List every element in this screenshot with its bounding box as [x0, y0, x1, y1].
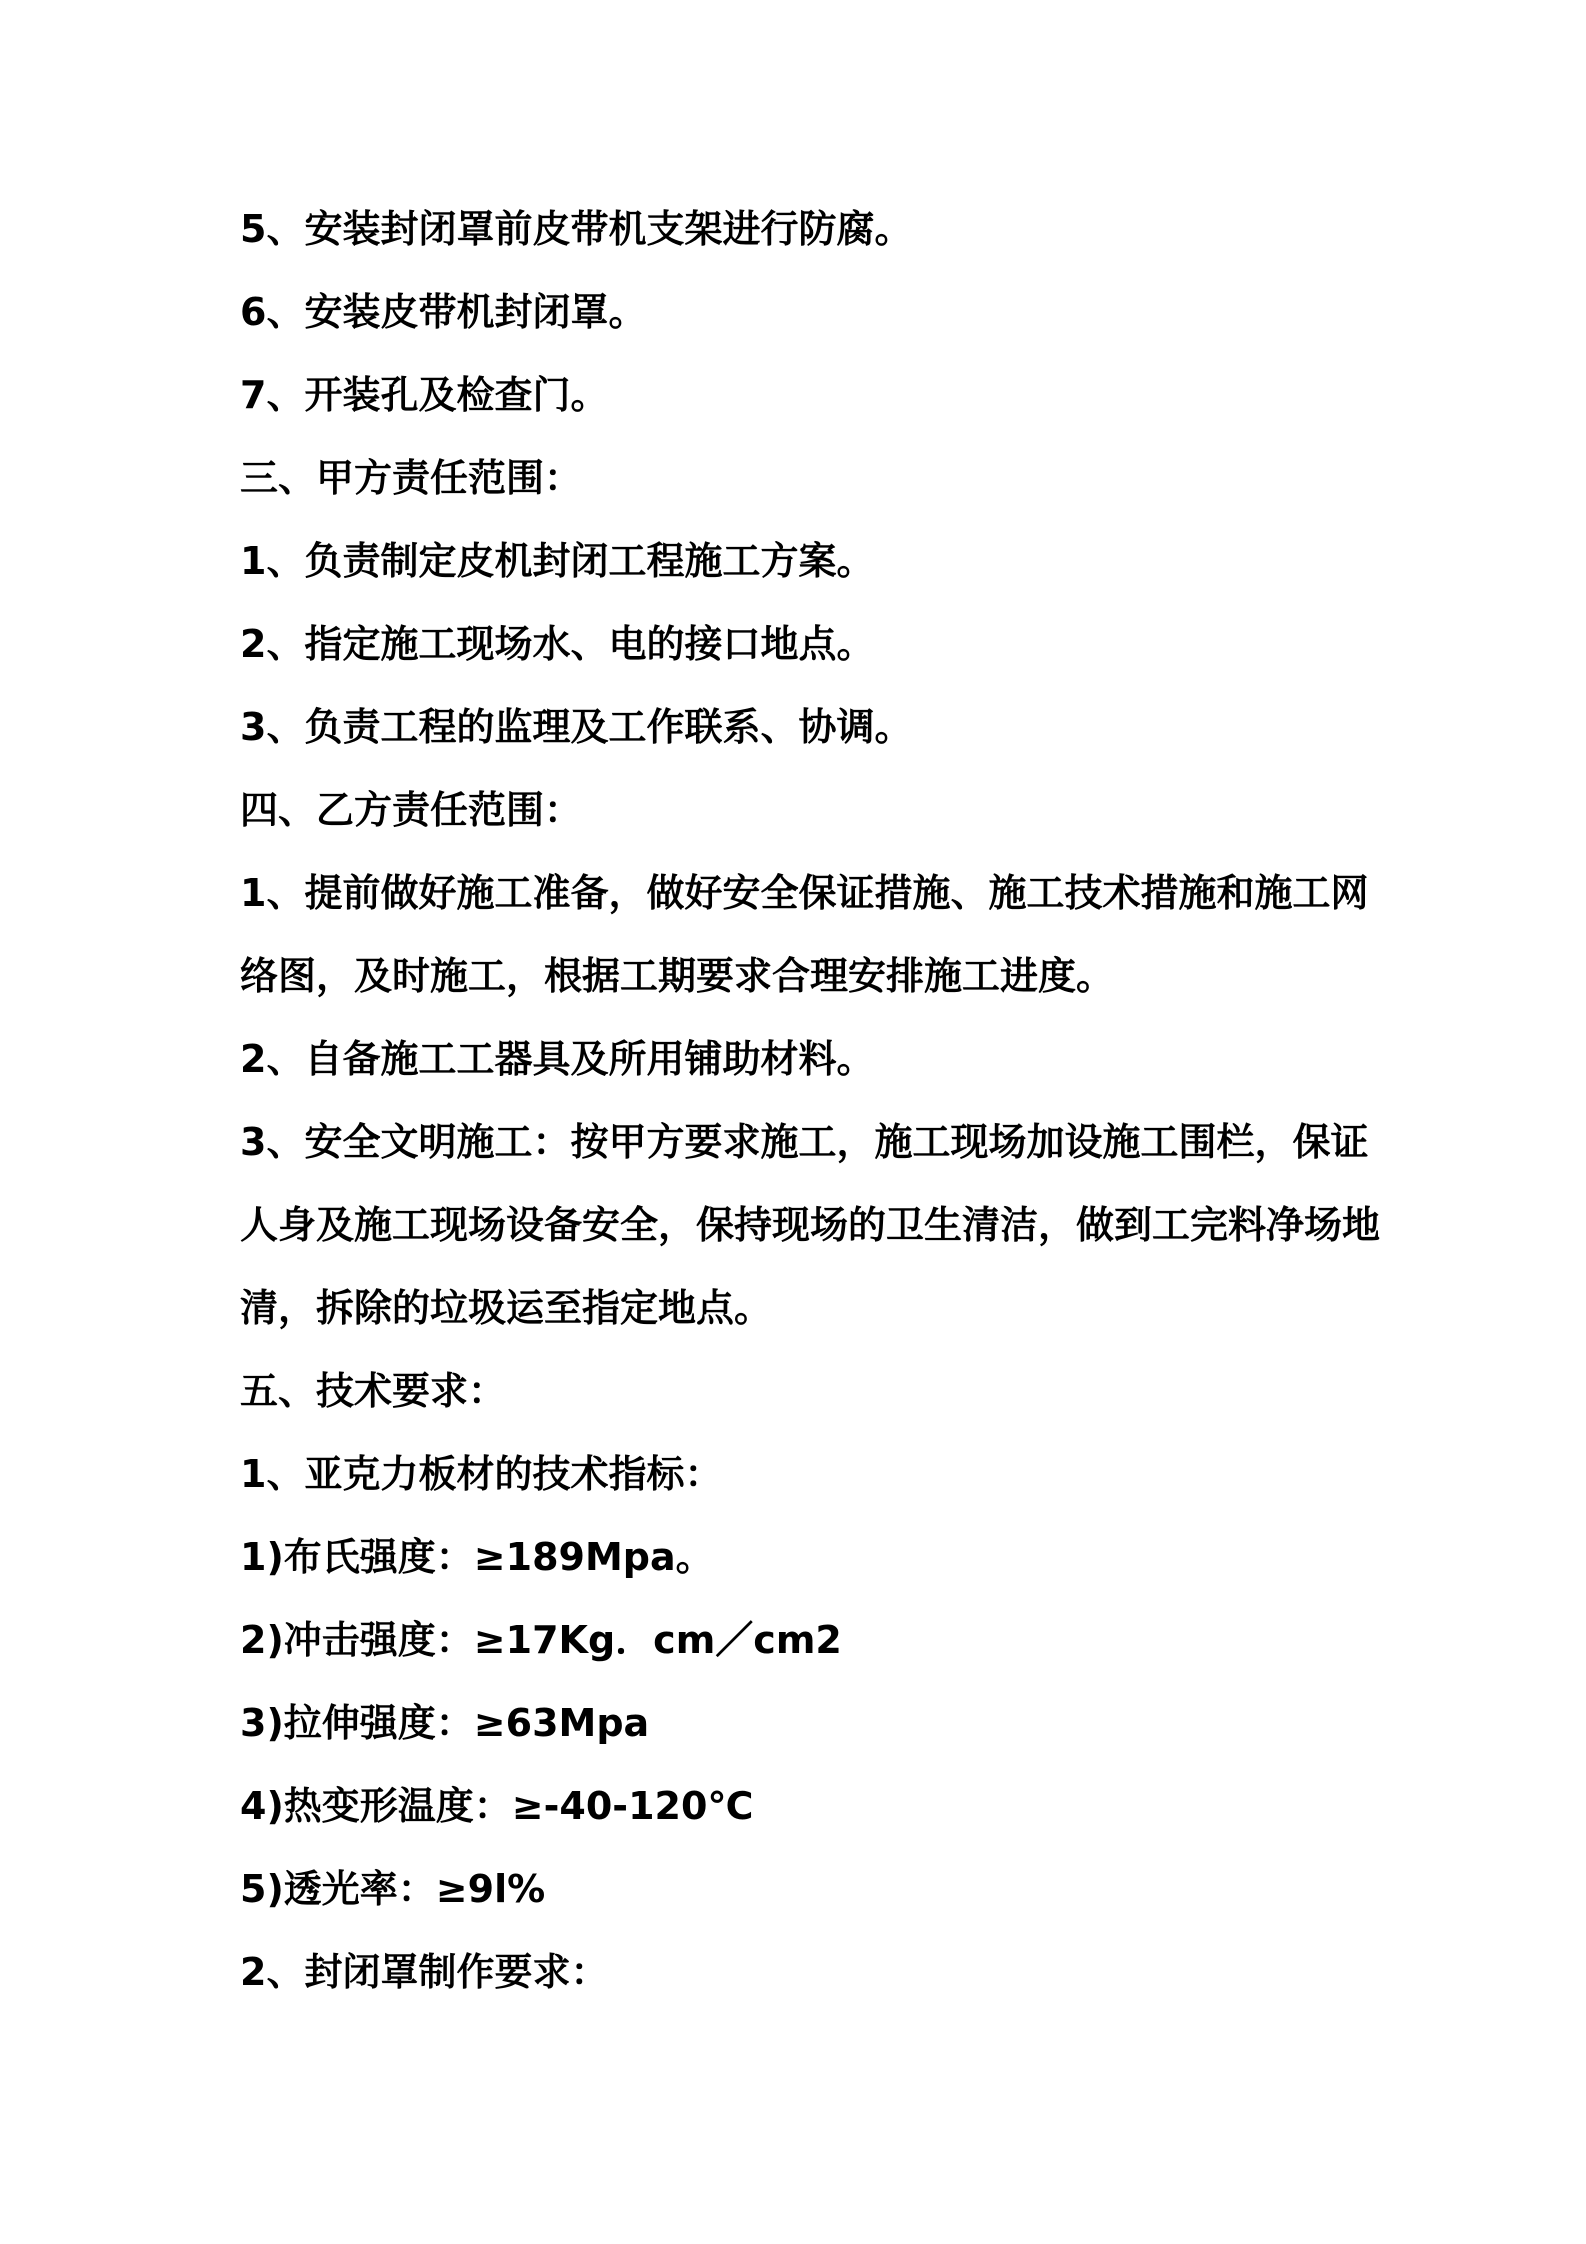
- spec-item-line: 4)热变形温度：≥-40-120℃: [240, 1784, 754, 1828]
- list-item-line: 2、指定施工现场水、电的接口地点。: [240, 622, 875, 666]
- paragraph-continuation-line: 清，拆除的垃圾运至指定地点。: [240, 1286, 773, 1330]
- list-item-line: 5、安装封闭罩前皮带机支架进行防腐。: [240, 207, 913, 251]
- spec-item-line: 5)透光率：≥9l%: [240, 1867, 546, 1911]
- section-heading: 四、乙方责任范围：: [240, 788, 583, 832]
- list-item-line: 3、负责工程的监理及工作联系、协调。: [240, 705, 913, 749]
- spec-item-line: 3)拉伸强度：≥63Mpa: [240, 1701, 650, 1745]
- document-content: [240, 188, 1381, 2014]
- spec-item-line: 1)布氏强度：≥189Mpa。: [240, 1535, 714, 1579]
- spec-item-line: 2)冲击强度：≥17Kg．cm／cm2: [240, 1618, 842, 1662]
- paragraph-continuation-line: 人身及施工现场设备安全，保持现场的卫生清洁，做到工完料净场地: [240, 1203, 1381, 1247]
- list-item-line: 3、安全文明施工：按甲方要求施工，施工现场加设施工围栏，保证: [240, 1120, 1369, 1164]
- list-item-line: 2、自备施工工器具及所用铺助材料。: [240, 1037, 875, 1081]
- list-item-line: 1、负责制定皮机封闭工程施工方案。: [240, 539, 875, 583]
- list-item-line: 2、封闭罩制作要求：: [240, 1950, 609, 1994]
- section-heading: 五、技术要求：: [240, 1369, 507, 1413]
- paragraph-continuation-line: 络图，及时施工，根据工期要求合理安排施工进度。: [240, 954, 1115, 998]
- list-item-line: 7、开装孔及检查门。: [240, 373, 609, 417]
- list-item-line: 1、亚克力板材的技术指标：: [240, 1452, 723, 1496]
- list-item-line: 6、安装皮带机封闭罩。: [240, 290, 647, 334]
- list-item-line: 1、提前做好施工准备，做好安全保证措施、施工技术措施和施工网: [240, 871, 1369, 915]
- section-heading: 三、甲方责任范围：: [240, 456, 583, 500]
